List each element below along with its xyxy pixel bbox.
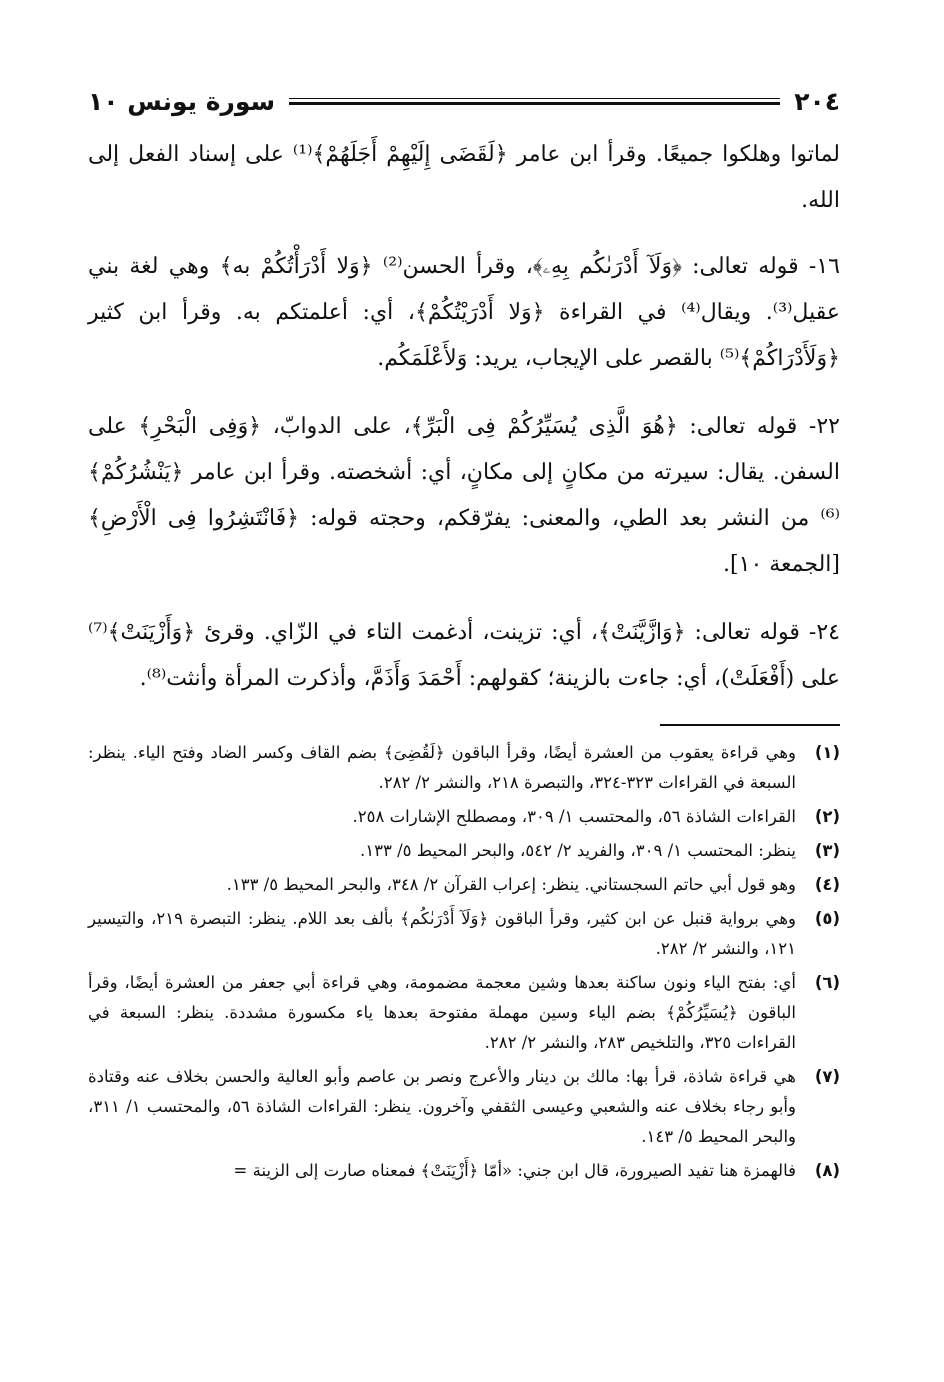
footnote [88, 968, 840, 1058]
footnote-text: فالهمزة هنا تفيد الصيرورة، قال ابن جني: «أمّا ﴿أَزْيَنَتْ﴾ فمعناه صارت إلى الزينة = [233, 1161, 796, 1180]
main-text [88, 132, 840, 702]
footnote [88, 836, 840, 866]
footnote-number: (١) [814, 743, 840, 762]
sura-title: سورة يونس ١٠ [88, 86, 276, 116]
paragraph: ٢٤- قوله تعالى: ﴿وَازَّيَّنَتْ﴾، أي: تزينت، أدغمت التاء في الزّاي. وقرئ ﴿وَأَزْيَنَتْ﴾⁽⁷⁾ على (أَفْعَلَتْ)، أي: جاءت بالزينة؛ كقولهم: أَحْمَدَ وَأَذَمَّ، وأذكرت المرأة وأنثت⁽⁸⁾. [88, 620, 840, 691]
header-rule [289, 98, 780, 105]
footnote-number: (٢) [814, 807, 840, 826]
footnote-text: أي: بفتح الياء ونون ساكنة بعدها وشين معجمة مضمومة، وهي قراءة أبي جعفر من العشرة أيضًا، وقرأ الباقون ﴿يُسَيِّرُكُمْ﴾ بضم الياء وسين مهملة مفتوحة بعدها ياء مكسورة مشددة. ينظر: السبعة في القراءات ٣٢٥، والتلخيص ٢٨٣، والنشر ٢/ ٢٨٢. [88, 973, 796, 1052]
footnote [88, 870, 840, 900]
paragraph: لماتوا وهلكوا جميعًا. وقرأ ابن عامر ﴿لَقَضَى إِلَيْهِمْ أَجَلَهُمْ﴾⁽¹⁾ على إسناد الفعل إلى الله. [88, 142, 840, 213]
paragraph: ٢٢- قوله تعالى: ﴿هُوَ الَّذِى يُسَيِّرُكُمْ فِى الْبَرِّ﴾، على الدوابّ، ﴿وَفِى الْبَحْرِ﴾ على السفن. يقال: سيرته من مكانٍ إلى مكانٍ، أي: أشخصته. وقرأ ابن عامر ﴿يَنْشُرُكُمْ﴾⁽⁶⁾ من النشر بعد الطي، والمعنى: يفرّقكم، وحجته قوله: ﴿فَانْتَشِرُوا فِى الْأَرْضِ﴾ [الجمعة ١٠]. [88, 414, 840, 577]
footnote-number: (٨) [814, 1161, 840, 1180]
footnote-separator [660, 724, 840, 726]
footnote-text: وهي قراءة يعقوب من العشرة أيضًا، وقرأ الباقون ﴿لَقُضِىَ﴾ بضم القاف وكسر الضاد وفتح الياء. ينظر: السبعة في القراءات ٣٢٣-٣٢٤، والتبصرة ٢١٨، والنشر ٢/ ٢٨٢. [88, 743, 796, 792]
footnote-text: وهو قول أبي حاتم السجستاني. ينظر: إعراب القرآن ٢/ ٣٤٨، والبحر المحيط ٥/ ١٣٣. [226, 875, 796, 894]
footnote [88, 1062, 840, 1152]
footnote-text: وهي برواية قنبل عن ابن كثير، وقرأ الباقون ﴿وَلَآ أَدْرَىٰكُم﴾ بألف بعد اللام. ينظر: التبصرة ٢١٩، والتيسير ١٢١، والنشر ٢/ ٢٨٢. [88, 909, 796, 958]
footnote-number: (٤) [814, 875, 840, 894]
footnote [88, 904, 840, 964]
footnote [88, 1156, 840, 1186]
footnote-text: هي قراءة شاذة، قرأ بها: مالك بن دينار والأعرج ونصر بن عاصم وأبو العالية والحسن بخلاف عنه وقتادة وأبو رجاء بخلاف عنه والشعبي وعيسى الثقفي وآخرون. ينظر: القراءات الشاذة ٥٦، والمحتسب ١/ ٣١١، والبحر المحيط ٥/ ١٤٣. [88, 1067, 796, 1146]
footnotes [88, 738, 840, 1186]
footnote [88, 802, 840, 832]
page-number: ٢٠٤ [794, 86, 840, 116]
footnote-text: ينظر: المحتسب ١/ ٣٠٩، والفريد ٢/ ٥٤٢، والبحر المحيط ٥/ ١٣٣. [360, 841, 796, 860]
book-page [88, 78, 840, 1190]
footnote-number: (٥) [814, 909, 840, 928]
paragraph: ١٦- قوله تعالى: ﴿وَلَآ أَدْرَىٰكُم بِهِۦ﴾، وقرأ الحسن⁽²⁾ ﴿وَلا أَدْرَأْتُكُمْ به﴾ وهي لغة بني عقيل⁽³⁾. ويقال⁽⁴⁾ في القراءة ﴿وَلا أَدْرَيْتُكُمْ﴾، أي: أعلمتكم به. وقرأ ابن كثير ﴿وَلَأَدْرَاكُمْ﴾⁽⁵⁾ بالقصر على الإيجاب، يريد: وَلأَعْلَمَكُم. [88, 254, 840, 371]
footnote-number: (٧) [814, 1067, 840, 1086]
footnote-text: القراءات الشاذة ٥٦، والمحتسب ١/ ٣٠٩، ومصطلح الإشارات ٢٥٨. [352, 807, 796, 826]
footnote-number: (٦) [814, 973, 840, 992]
running-header [88, 78, 840, 124]
footnote-number: (٣) [814, 841, 840, 860]
footnote [88, 738, 840, 798]
